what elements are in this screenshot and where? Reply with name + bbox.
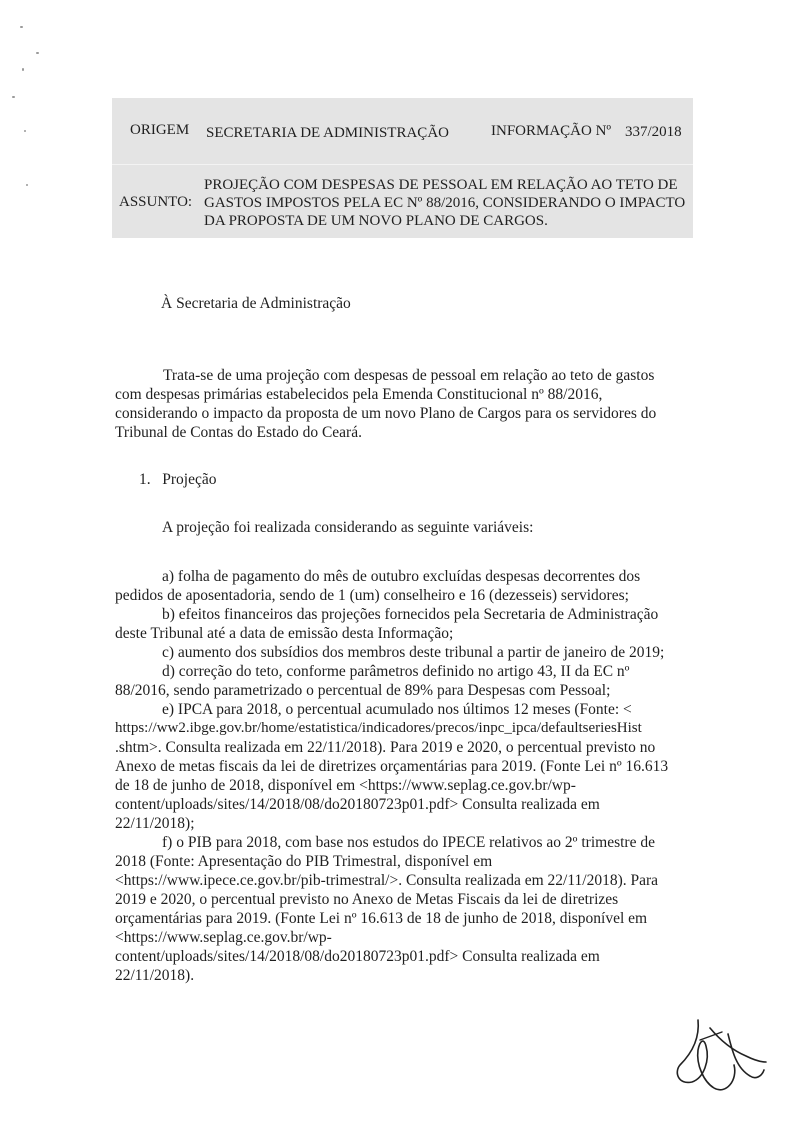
assunto-line: GASTOS IMPOSTOS PELA EC Nº 88/2016, CONSIDERANDO O IMPACTO (204, 195, 686, 211)
assunto-line: PROJEÇÃO COM DESPESAS DE PESSOAL EM RELAÇÃO AO TETO DE (204, 177, 678, 193)
item-f-line: 2019 e 2020, o percentual previsto no Anexo de Metas Fiscais da lei de diretrizes (115, 891, 619, 908)
signature-initials (670, 1010, 770, 1105)
item-d-line: d) correção do teto, conforme parâmetros definido no artigo 43, II da EC nº (162, 663, 630, 680)
scan-speck (20, 26, 23, 28)
item-d-line: 88/2016, sendo parametrizado o percentual de 89% para Despesas com Pessoal; (115, 682, 611, 699)
informacao-label: INFORMAÇÃO Nº (491, 123, 612, 139)
item-f-line: <https://www.ipece.ce.gov.br/pib-trimestral/>. Consulta realizada em 22/11/2018). Para (115, 872, 659, 889)
scan-speck (12, 96, 15, 98)
assunto-label: ASSUNTO: (119, 194, 193, 210)
intro-line: Trata-se de uma projeção com despesas de pessoal em relação ao teto de gastos (163, 367, 655, 384)
origem-value: SECRETARIA DE ADMINISTRAÇÃO (206, 125, 449, 141)
item-b-line: deste Tribunal até a data de emissão desta Informação; (115, 625, 454, 642)
header-divider (112, 164, 693, 165)
greeting: À Secretaria de Administração (161, 295, 351, 312)
item-e-line: e) IPCA para 2018, o percentual acumulado nos últimos 12 meses (Fonte: < (162, 701, 632, 718)
item-f-line: orçamentárias para 2019. (Fonte Lei nº 16.613 de 18 de junho de 2018, disponível em (115, 910, 648, 927)
item-e-line: .shtm>. Consulta realizada em 22/11/2018). Para 2019 e 2020, o percentual previsto no (115, 739, 656, 756)
item-f-line: 22/11/2018). (115, 967, 195, 984)
item-f-line: f) o PIB para 2018, com base nos estudos do IPECE relativos ao 2º trimestre de (162, 834, 655, 851)
item-f-line: content/uploads/sites/14/2018/08/do20180723p01.pdf> Consulta realizada em (115, 948, 600, 965)
scan-speck (24, 130, 26, 132)
item-e-line: content/uploads/sites/14/2018/08/do20180723p01.pdf> Consulta realizada em (115, 796, 600, 813)
item-e-line: 22/11/2018); (115, 815, 195, 832)
item-e-line: Anexo de metas fiscais da lei de diretrizes orçamentárias para 2019. (Fonte Lei nº 16.613 (115, 758, 669, 775)
origem-label: ORIGEM (130, 122, 190, 138)
item-f-line: <https://www.seplag.ce.gov.br/wp- (115, 929, 332, 946)
item-f-line: 2018 (Fonte: Apresentação do PIB Trimestral, disponível em (115, 853, 493, 870)
item-a-line: pedidos de aposentadoria, sendo de 1 (um) conselheiro e 16 (dezesseis) servidores; (115, 587, 629, 604)
item-e-line: de 18 de junho de 2018, disponível em <https://www.seplag.ce.gov.br/wp- (115, 777, 576, 794)
assunto-line: DA PROPOSTA DE UM NOVO PLANO DE CARGOS. (204, 213, 548, 229)
assunto-text (204, 176, 685, 230)
item-a-line: a) folha de pagamento do mês de outubro excluídas despesas decorrentes dos (162, 568, 641, 585)
intro-line: Tribunal de Contas do Estado do Ceará. (115, 424, 362, 441)
scan-speck (26, 184, 28, 186)
intro-line: considerando o impacto da proposta de um novo Plano de Cargos para os servidores do (115, 405, 657, 422)
informacao-number: 337/2018 (625, 124, 682, 140)
item-e-line: https://ww2.ibge.gov.br/home/estatistica/indicadores/precos/inpc_ipca/defaultseriesHist (115, 720, 642, 736)
scan-speck (22, 68, 24, 71)
section-title: 1. Projeção (139, 471, 217, 488)
intro-line: com despesas primárias estabelecidos pela Emenda Constitucional nº 88/2016, (115, 386, 603, 403)
item-c-line: c) aumento dos subsídios dos membros deste tribunal a partir de janeiro de 2019; (162, 644, 665, 661)
projection-intro: A projeção foi realizada considerando as seguinte variáveis: (162, 519, 534, 536)
scan-speck (36, 52, 39, 54)
item-b-line: b) efeitos financeiros das projeções fornecidos pela Secretaria de Administração (162, 606, 659, 623)
